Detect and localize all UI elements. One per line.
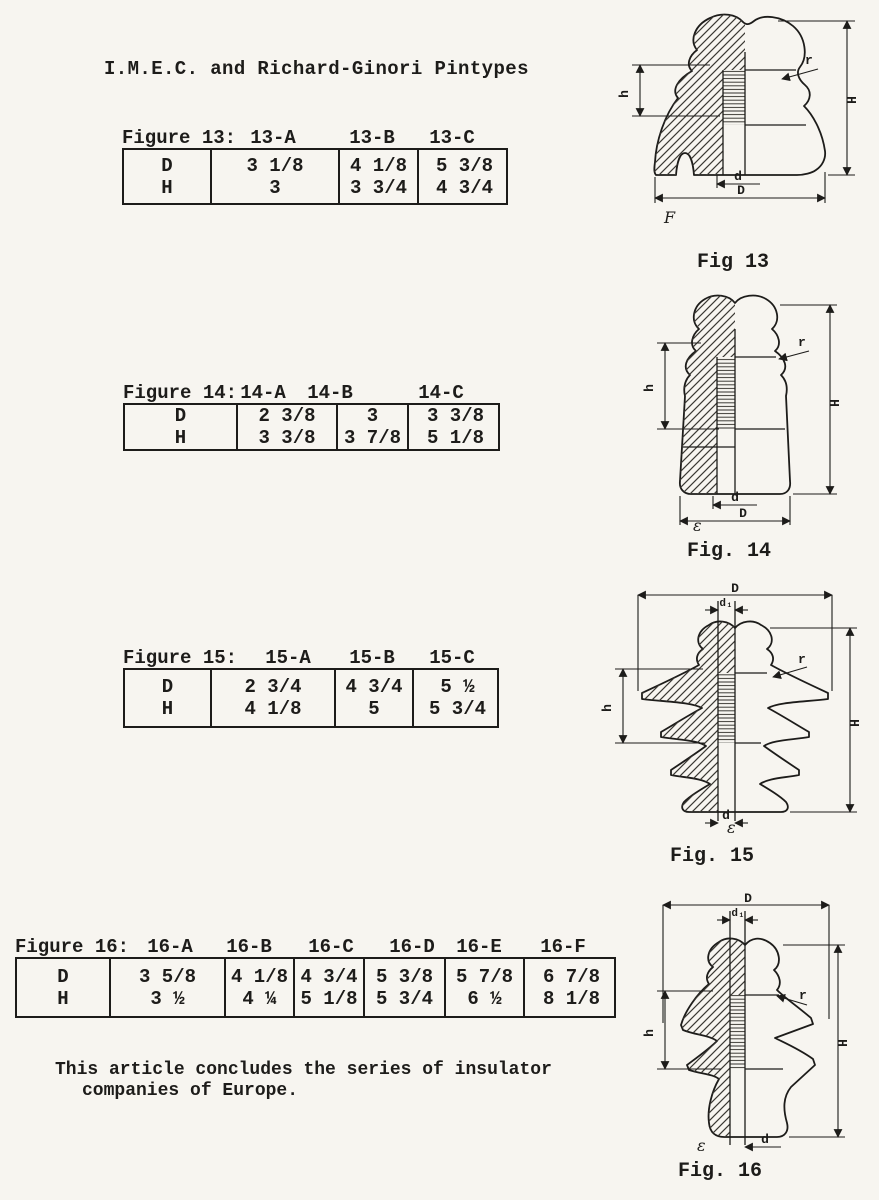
dim-label-r: r (798, 335, 806, 350)
column-header: 16-E (456, 936, 502, 958)
table-16-box (15, 957, 616, 1018)
closing-line-2: companies of Europe. (82, 1081, 299, 1101)
row-label-cell (125, 670, 210, 726)
column-header: 13-A (250, 127, 296, 149)
table-figure-14 (123, 383, 500, 451)
figure-14-drawing (635, 293, 865, 533)
table-figure-15 (123, 648, 499, 728)
dim-label-d1: d₁ (731, 908, 745, 920)
cell-value: 3 3/4 (349, 176, 407, 199)
table-cell (109, 959, 224, 1016)
row-label-d: D (57, 965, 69, 988)
cell-value: 3 (366, 405, 379, 427)
cell-value: 3 1/8 (246, 154, 304, 177)
row-label-d: D (161, 154, 173, 177)
column-header: 16-C (308, 936, 354, 958)
column-header: 14-C (418, 382, 464, 404)
table-cell (417, 150, 510, 203)
figure-13-drawing (598, 12, 863, 232)
section-hatch (633, 893, 745, 1155)
table-cell (224, 959, 293, 1016)
page-title: I.M.E.C. and Richard-Ginori Pintypes (104, 58, 529, 80)
dim-label-H: H (845, 96, 860, 104)
table-15-header-row (123, 648, 499, 668)
column-header: 14-B (307, 382, 353, 404)
cell-value: 4 1/8 (230, 965, 288, 988)
insulator-body (681, 938, 815, 1137)
dim-label-H: H (848, 719, 863, 727)
cell-value: 3 3/8 (426, 405, 484, 427)
thread-hatch (718, 673, 735, 743)
figure-15-drawing (585, 583, 875, 835)
cell-value: 5 3/8 (375, 965, 433, 988)
figure-16-drawing (633, 893, 867, 1155)
table-cell (210, 670, 334, 726)
figure-caption-13: Fig 13 (697, 251, 770, 274)
figure-caption-15: Fig. 15 (670, 845, 755, 868)
dim-label-d1: d₁ (719, 598, 733, 610)
table-cell (407, 405, 502, 449)
row-label-h: H (57, 987, 69, 1010)
thread-hatch (723, 70, 745, 125)
cell-value: 4 3/4 (345, 676, 403, 698)
cell-value: 5 3/4 (375, 987, 433, 1010)
foot-mark: ε (697, 1136, 706, 1155)
cell-value: 4 ¼ (242, 987, 277, 1010)
table-cell (338, 150, 417, 203)
row-label-h: H (161, 176, 173, 199)
cell-value: 4 3/4 (435, 176, 493, 199)
row-label-cell (17, 959, 109, 1016)
figure-caption-16: Fig. 16 (678, 1160, 763, 1183)
row-label-d: D (174, 405, 187, 427)
table-cell (336, 405, 407, 449)
table-14-header-row (123, 383, 500, 403)
cell-value: 5 1/8 (300, 987, 358, 1010)
cell-value: 5 3/8 (435, 154, 493, 177)
table-cell (412, 670, 501, 726)
cell-value: 5 3/4 (428, 698, 486, 720)
dim-label-h: h (642, 384, 657, 392)
table-16-header-row (15, 937, 616, 957)
column-header: 14-A (240, 382, 286, 404)
cell-value: 6 ½ (467, 987, 502, 1010)
thread-hatch (730, 995, 745, 1069)
figure-caption-14: Fig. 14 (687, 540, 772, 563)
cell-value: 2 3/4 (244, 676, 302, 698)
dim-label-d: d (722, 808, 730, 823)
table-16-label: Figure 16: (15, 936, 130, 958)
table-14-box (123, 403, 500, 451)
cell-value: 5 1/8 (426, 427, 484, 449)
table-15-label: Figure 15: (123, 647, 238, 669)
cell-value: 8 1/8 (542, 987, 600, 1010)
dim-label-D: D (739, 506, 747, 521)
table-cell (334, 670, 412, 726)
column-header: 16-F (540, 936, 586, 958)
cell-value: 3 (269, 176, 281, 199)
dim-label-r: r (798, 652, 806, 667)
table-15-box (123, 668, 499, 728)
row-label-cell (125, 405, 236, 449)
dim-label-d: d (761, 1132, 769, 1147)
cell-value: 4 3/4 (300, 965, 358, 988)
dim-label-r: r (805, 53, 813, 68)
dim-label-H: H (828, 399, 843, 407)
closing-line-1: This article concludes the series of insulator (55, 1060, 552, 1080)
dim-label-D: D (744, 893, 752, 906)
dim-label-h: h (600, 704, 615, 712)
row-label-cell (124, 150, 210, 203)
table-cell (444, 959, 523, 1016)
dim-label-r: r (799, 988, 807, 1003)
dim-label-d: d (734, 169, 742, 184)
row-label-h: H (161, 698, 174, 720)
dim-label-D: D (737, 183, 745, 198)
table-13-box (122, 148, 508, 205)
cell-value: 3 3/8 (258, 427, 316, 449)
table-cell (236, 405, 336, 449)
column-header: 16-D (389, 936, 435, 958)
column-header: 13-C (429, 127, 475, 149)
cell-value: 5 7/8 (455, 965, 513, 988)
dim-label-H: H (836, 1039, 851, 1047)
table-cell (293, 959, 363, 1016)
dim-label-h: h (642, 1029, 657, 1037)
row-label-d: D (161, 676, 174, 698)
cell-value: 3 ½ (150, 987, 185, 1010)
table-cell (363, 959, 444, 1016)
cell-value: 3 5/8 (138, 965, 196, 988)
table-13-header-row (122, 128, 508, 148)
dim-label-h: h (617, 90, 632, 98)
cell-value: 2 3/8 (258, 405, 316, 427)
foot-mark: ε (693, 516, 702, 533)
cell-value: 5 (368, 698, 380, 720)
table-figure-16 (15, 937, 616, 1018)
column-header: 15-A (265, 647, 311, 669)
row-label-h: H (174, 427, 187, 449)
table-14-label: Figure 14: (123, 382, 238, 404)
table-cell (210, 150, 338, 203)
column-header: 16-B (226, 936, 272, 958)
cell-value: 6 7/8 (542, 965, 600, 988)
column-header: 16-A (147, 936, 193, 958)
table-cell (523, 959, 618, 1016)
table-13-label: Figure 13: (122, 127, 237, 149)
cell-value: 5 ½ (440, 676, 475, 698)
dim-label-d: d (731, 490, 739, 505)
thread-hatch (717, 357, 735, 429)
cell-value: 3 7/8 (343, 427, 401, 449)
foot-mark: F (664, 208, 676, 227)
cell-value: 4 1/8 (244, 698, 302, 720)
table-figure-13 (122, 128, 508, 205)
column-header: 13-B (349, 127, 395, 149)
dim-label-D: D (731, 583, 739, 596)
cell-value: 4 1/8 (349, 154, 407, 177)
foot-mark: ε (727, 818, 736, 835)
column-header: 15-B (349, 647, 395, 669)
column-header: 15-C (429, 647, 475, 669)
